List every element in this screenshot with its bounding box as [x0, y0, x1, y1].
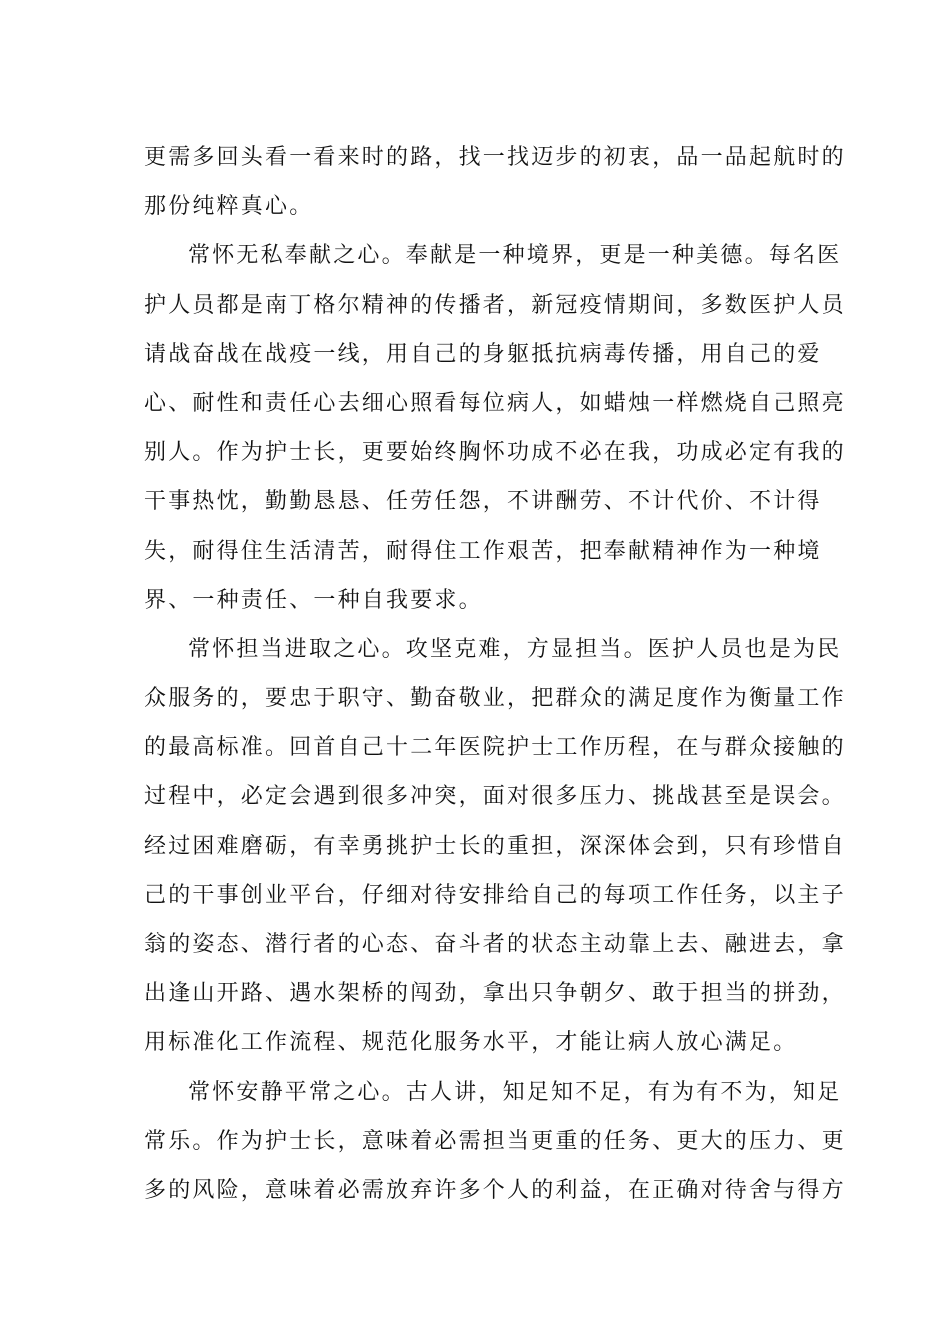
text-line: 出逢山开路、遇水架桥的闯劲，拿出只争朝夕、敢于担当的拼劲， [144, 981, 846, 1007]
text-line: 过程中，必定会遇到很多冲突，面对很多压力、挑战甚至是误会。 [144, 784, 846, 810]
text-line: 心、耐性和责任心去细心照看每位病人，如蜡烛一样燃烧自己照亮 [144, 390, 846, 416]
text-line: 界、一种责任、一种自我要求。 [144, 587, 483, 613]
text-line: 用标准化工作流程、规范化服务水平，才能让病人放心满足。 [144, 1030, 798, 1056]
text-line: 干事热忱，勤勤恳恳、任劳任怨，不讲酬劳、不计代价、不计得 [144, 489, 822, 515]
text-line: 多的风险，意味着必需放弃许多个人的利益，在正确对待舍与得方 [144, 1177, 846, 1203]
text-line: 常乐。作为护士长，意味着必需担当更重的任务、更大的压力、更 [144, 1128, 846, 1154]
body-text [144, 133, 846, 1215]
text-line: 己的干事创业平台，仔细对待安排给自己的每项工作任务，以主子 [144, 882, 846, 908]
text-line: 失，耐得住生活清苦，耐得住工作艰苦，把奉献精神作为一种境 [144, 538, 822, 564]
text-line: 那份纯粹真心。 [144, 194, 314, 220]
text-line: 别人。作为护士长，更要始终胸怀功成不必在我，功成必定有我的 [144, 440, 846, 466]
paragraph-first-line: 常怀无私奉献之心。奉献是一种境界，更是一种美德。每名医 [188, 243, 842, 269]
text-line: 翁的姿态、潜行者的心态、奋斗者的状态主动靠上去、融进去，拿 [144, 932, 846, 957]
text-line: 护人员都是南丁格尔精神的传播者，新冠疫情期间，多数医护人员 [144, 292, 846, 318]
text-line: 众服务的，要忠于职守、勤奋敬业，把群众的满足度作为衡量工作 [144, 686, 846, 712]
paragraph-first-line: 常怀安静平常之心。古人讲，知足知不足，有为有不为，知足 [188, 1079, 842, 1105]
text-line: 请战奋战在战疫一线，用自己的身躯抵抗病毒传播，用自己的爱 [144, 341, 822, 367]
text-line: 经过困难磨砺，有幸勇挑护士长的重担，深深体会到，只有珍惜自 [144, 833, 846, 859]
text-line: 的最高标准。回首自己十二年医院护士工作历程，在与群众接触的 [144, 735, 846, 761]
text-line: 更需多回头看一看来时的路，找一找迈步的初衷，品一品起航时的 [144, 145, 846, 170]
paragraph-first-line: 常怀担当进取之心。攻坚克难，方显担当。医护人员也是为民 [188, 636, 842, 662]
